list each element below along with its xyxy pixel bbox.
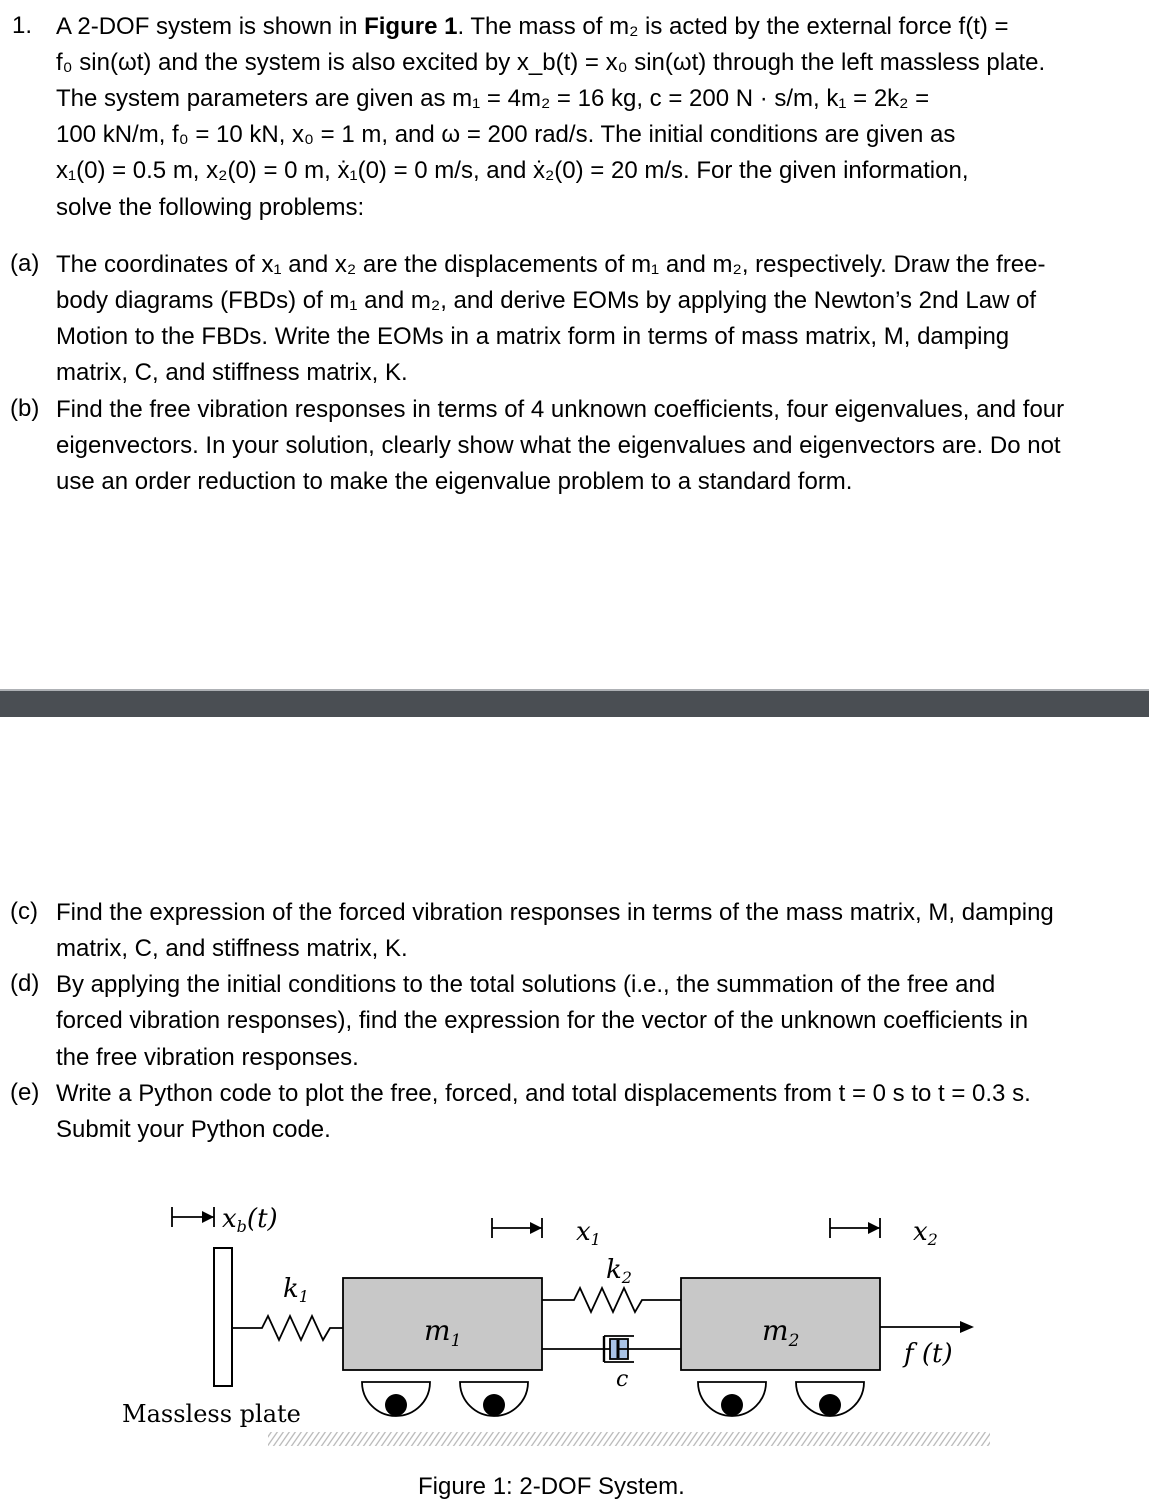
wheel-m1-right [460,1382,528,1416]
part-c-line-1: Find the expression of the forced vibration responses in terms of the mass matrix, M, damping [56,899,1054,926]
part-a-line-2: body diagrams (FBDs) of m₁ and m₂, and derive EOMs by applying the Newton’s 2nd Law of [56,287,1037,314]
wheel-m2-left [698,1382,766,1416]
intro-line-1: A 2-DOF system is shown in Figure 1. The mass of m₂ is acted by the external force f(t) = [56,13,1009,40]
c-label: c [616,1367,629,1392]
xb-label: xb(t) [222,1204,278,1236]
part-d-line-3: the free vibration responses. [56,1044,359,1071]
m1-label: $m_1$ [424,1314,462,1351]
k2-label: k2 [606,1255,632,1287]
part-b-label: (b) [10,395,40,422]
m2-label: $m_2$ [762,1314,800,1351]
ground-hatch [268,1432,990,1446]
intro-line-3: The system parameters are given as m₁ = 4m₂ = 16 kg, c = 200 N · s/m, k₁ = 2k₂ = [56,85,930,112]
damper-c [542,1336,681,1362]
x1-label: x1 [576,1217,601,1249]
wheel-m2-right [796,1382,864,1416]
intro-line-5: x₁(0) = 0.5 m, x₂(0) = 0 m, ẋ₁(0) = 0 m/s, and ẋ₂(0) = 20 m/s. For the given information, [56,157,969,184]
part-a-line-4: matrix, C, and stiffness matrix, K. [56,359,408,386]
k1-label: k1 [283,1274,309,1306]
massless-plate [214,1248,232,1386]
massless-plate-label: Massless plate [122,1400,301,1428]
x2-arrow-icon [830,1218,880,1238]
problem-number: 1. [12,12,33,39]
part-d-line-1: By applying the initial conditions to the total solutions (i.e., the summation of the free and [56,971,996,998]
part-d-label: (d) [10,970,40,997]
force-label: f (t) [904,1339,953,1369]
x1-arrow-icon [492,1218,542,1238]
part-e-label: (e) [10,1079,40,1106]
spring-k2 [542,1288,681,1312]
part-e-line-1: Write a Python code to plot the free, forced, and total displacements from t = 0 s to t = 0.3 s. [56,1080,1031,1107]
wheel-m1-left [362,1382,430,1416]
figure-caption: Figure 1: 2-DOF System. [418,1473,685,1500]
part-b-line-1: Find the free vibration responses in terms of 4 unknown coefficients, four eigenvalues, and four [56,396,1065,423]
part-a-line-1: The coordinates of x₁ and x₂ are the displacements of m₁ and m₂, respectively. Draw the free- [56,251,1046,278]
force-arrow-icon [880,1321,974,1333]
part-d-line-2: forced vibration responses), find the expression for the vector of the unknown coefficients in [56,1007,1029,1034]
part-a-line-3: Motion to the FBDs. Write the EOMs in a matrix form in terms of mass matrix, M, damping [56,323,1010,350]
xb-arrow-icon [172,1207,214,1227]
intro-line-2: f₀ sin(ωt) and the system is also excited by x_b(t) = x₀ sin(ωt) through the left massless plate. [56,49,1046,76]
part-b-line-2: eigenvectors. In your solution, clearly show what the eigenvalues and eigenvectors are. Do not [56,432,1061,459]
part-a-label: (a) [10,250,40,277]
part-c-line-2: matrix, C, and stiffness matrix, K. [56,935,408,962]
part-b-line-3: use an order reduction to make the eigenvalue problem to a standard form. [56,468,853,495]
intro-line-4: 100 kN/m, f₀ = 10 kN, x₀ = 1 m, and ω = 200 rad/s. The initial conditions are given as [56,121,956,148]
part-e-line-2: Submit your Python code. [56,1116,331,1143]
intro-line-6: solve the following problems: [56,194,365,221]
x2-label: x2 [913,1217,938,1249]
part-c-label: (c) [10,898,38,925]
spring-k1 [232,1316,343,1340]
